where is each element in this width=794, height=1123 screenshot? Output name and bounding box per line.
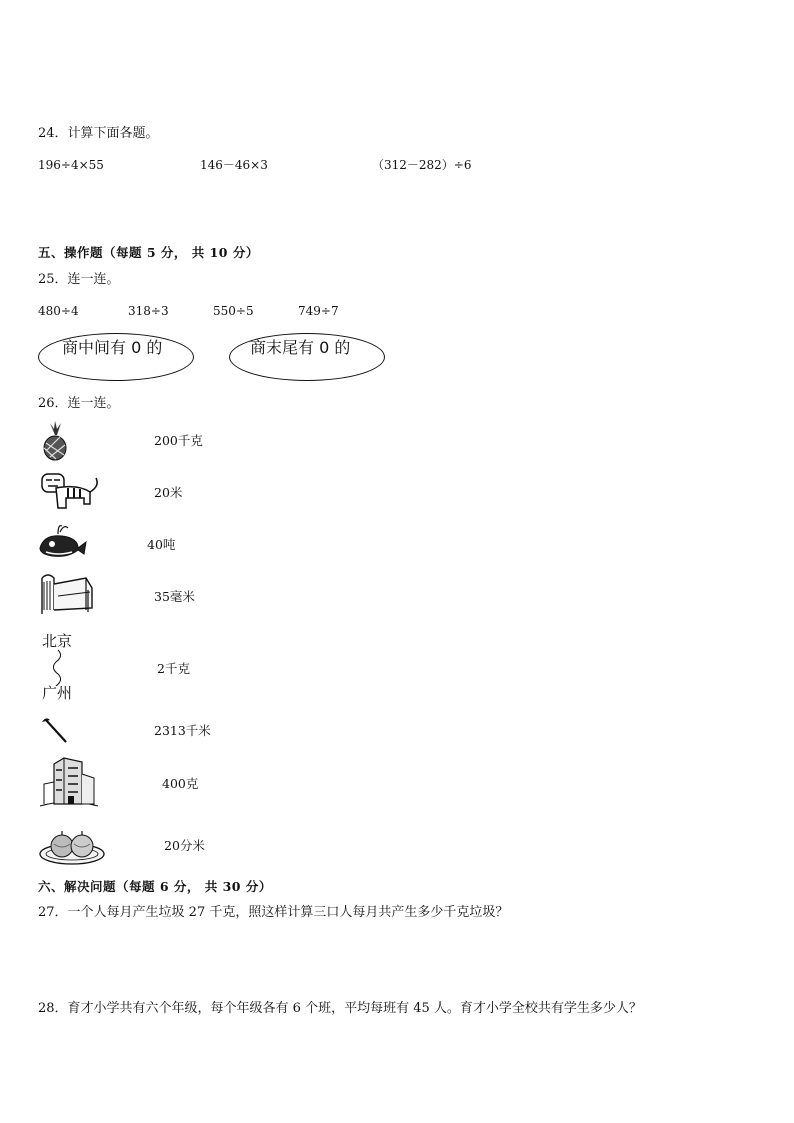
q25-expr-2: 318÷3 bbox=[128, 304, 169, 318]
q27-text: 27．一个人每月产生垃圾 27 千克，照这样计算三口人每月共产生多少千克垃圾？ bbox=[38, 905, 509, 920]
q26-value-2[interactable]: 20米 bbox=[154, 485, 183, 500]
q26-value-7[interactable]: 400克 bbox=[162, 776, 199, 791]
oval-end-zero-label: 商末尾有 0 的 bbox=[250, 338, 351, 357]
q25-expr-4: 749÷7 bbox=[298, 304, 339, 318]
q24-expr-1: 196÷4×55 bbox=[38, 158, 104, 172]
bed-icon[interactable] bbox=[38, 570, 94, 616]
q25-expr-1: 480÷4 bbox=[38, 304, 79, 318]
q25-title: 25．连一连。 bbox=[38, 272, 120, 287]
q24-expr-3: （312－282）÷6 bbox=[372, 158, 472, 172]
whale-icon[interactable] bbox=[38, 522, 88, 560]
q25-expr-3: 550÷5 bbox=[213, 304, 254, 318]
q26-value-8[interactable]: 20分米 bbox=[164, 838, 205, 853]
building-icon[interactable] bbox=[38, 754, 100, 810]
tiger-icon[interactable] bbox=[38, 470, 102, 512]
q28-text: 28．育才小学共有六个年级，每个年级各有 6 个班，平均每班有 45 人。育才小学全校共有学生多少人？ bbox=[38, 1001, 642, 1016]
section6-heading: 六、解决问题（每题 6 分， 共 30 分） bbox=[38, 879, 272, 894]
route-map-icon[interactable] bbox=[40, 628, 82, 706]
pineapple-icon[interactable] bbox=[38, 421, 72, 461]
q26-value-1[interactable]: 200千克 bbox=[154, 433, 203, 448]
q26-value-5[interactable]: 2千克 bbox=[157, 661, 190, 676]
fruit-plate-icon[interactable] bbox=[38, 826, 106, 866]
q24-expr-2: 146－46×3 bbox=[200, 158, 268, 172]
q26-value-6[interactable]: 2313千米 bbox=[154, 723, 211, 738]
q26-value-4[interactable]: 35毫米 bbox=[154, 589, 195, 604]
q26-title: 26．连一连。 bbox=[38, 396, 120, 411]
route-line-icon bbox=[40, 648, 82, 688]
q26-value-3[interactable]: 40吨 bbox=[147, 537, 176, 552]
map-label-guangzhou: 广州 bbox=[42, 684, 73, 702]
map-label-beijing: 北京 bbox=[42, 632, 73, 650]
q24-title: 24．计算下面各题。 bbox=[38, 126, 159, 141]
nail-icon[interactable] bbox=[40, 716, 68, 744]
section5-heading: 五、操作题（每题 5 分， 共 10 分） bbox=[38, 245, 259, 260]
oval-middle-zero-label: 商中间有 0 的 bbox=[62, 338, 163, 357]
